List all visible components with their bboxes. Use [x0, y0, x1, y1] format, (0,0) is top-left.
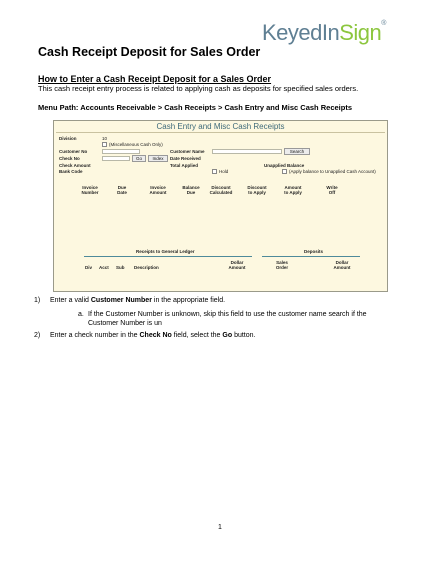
- page-number: 1: [218, 524, 222, 531]
- step-2-text-end: button.: [232, 332, 256, 339]
- step-1-text-start: Enter a valid: [50, 297, 91, 304]
- check-amount-label: Check Amount: [59, 163, 91, 168]
- column-header-invoice-amount: Invoice Amount: [149, 185, 167, 195]
- deposit-column-dollar-amount: Dollar Amount: [333, 260, 351, 270]
- step-1: [34, 297, 226, 304]
- column-header-write-off: Write Off: [326, 185, 338, 195]
- division-value: 10: [102, 136, 108, 141]
- misc-cash-label: (Miscellaneous Cash Only): [109, 142, 163, 147]
- go-button[interactable]: Go: [132, 155, 146, 162]
- step-1-number: 1): [34, 297, 41, 304]
- intro-text: This cash receipt entry process is related to applying cash as deposits for specified sales orders.: [38, 84, 359, 93]
- column-header-due-date: Due Date: [117, 185, 127, 195]
- deposit-column-sales-order: Sales Order: [275, 260, 289, 270]
- step-1a-text: If the Customer Number is unknown, skip this field to use the customer name search if the Customer Number is un: [88, 311, 367, 327]
- check-no-label: Check No: [59, 156, 80, 161]
- step-1a: [78, 310, 388, 328]
- gl-column-description: Description: [134, 265, 159, 270]
- step-2: [34, 332, 256, 339]
- document-title: Cash Receipt Deposit for Sales Order: [38, 45, 261, 59]
- bank-code-label: Bank Code: [59, 169, 83, 174]
- step-2-bold-go: Go: [222, 332, 233, 339]
- step-1-text-end: in the appropriate field.: [151, 297, 226, 304]
- search-button[interactable]: Search: [284, 148, 310, 155]
- column-header-invoice-number: Invoice Number: [81, 185, 99, 195]
- column-header-balance-due: Balance Due: [182, 185, 200, 195]
- customer-name-label: Customer Name: [170, 149, 205, 154]
- screen-title: Cash Entry and Misc Cash Receipts: [156, 122, 285, 131]
- customer-no-label: Customer No: [59, 149, 88, 154]
- division-label: Division: [59, 136, 77, 141]
- step-2-text-middle: field, select the: [171, 332, 223, 339]
- gl-section-title: Receipts to General Ledger: [136, 249, 195, 254]
- logo-trademark: ®: [381, 20, 386, 27]
- index-button[interactable]: Index: [148, 155, 168, 162]
- apply-balance-label: (Apply balance to Unapplied Cash Account): [289, 169, 376, 174]
- column-header-amount-to-apply: Amount to Apply: [284, 185, 302, 195]
- column-header-discount-calculated: Discount Calculated: [209, 185, 233, 195]
- unapplied-balance-label: Unapplied Balance: [264, 163, 305, 168]
- gl-column-sub: Sub: [116, 265, 125, 270]
- hold-label: Hold: [219, 169, 229, 174]
- menu-path: Menu Path: Accounts Receivable > Cash Receipts > Cash Entry and Misc Cash Receipts: [38, 103, 352, 112]
- gl-column-div: Div: [85, 265, 93, 270]
- step-2-number: 2): [34, 332, 41, 339]
- section-title: How to Enter a Cash Receipt Deposit for a Sales Order: [38, 74, 272, 84]
- column-header-discount-to-apply: Discount to Apply: [247, 185, 267, 195]
- gl-column-acct: Acct: [99, 265, 109, 270]
- step-2-bold-check-no: Check No: [139, 332, 172, 339]
- date-received-label: Date Received: [170, 156, 201, 161]
- gl-column-dollar-amount: Dollar Amount: [228, 260, 246, 270]
- logo-text-accent: Sign: [339, 20, 382, 45]
- step-2-text-start: Enter a check number in the: [50, 332, 140, 339]
- step-1a-letter: a.: [78, 311, 84, 318]
- logo-text-main: KeyedIn: [262, 20, 340, 45]
- deposits-title: Deposits: [304, 249, 324, 254]
- total-applied-label: Total Applied: [170, 163, 198, 168]
- step-1-bold-customer-number: Customer Number: [90, 297, 152, 304]
